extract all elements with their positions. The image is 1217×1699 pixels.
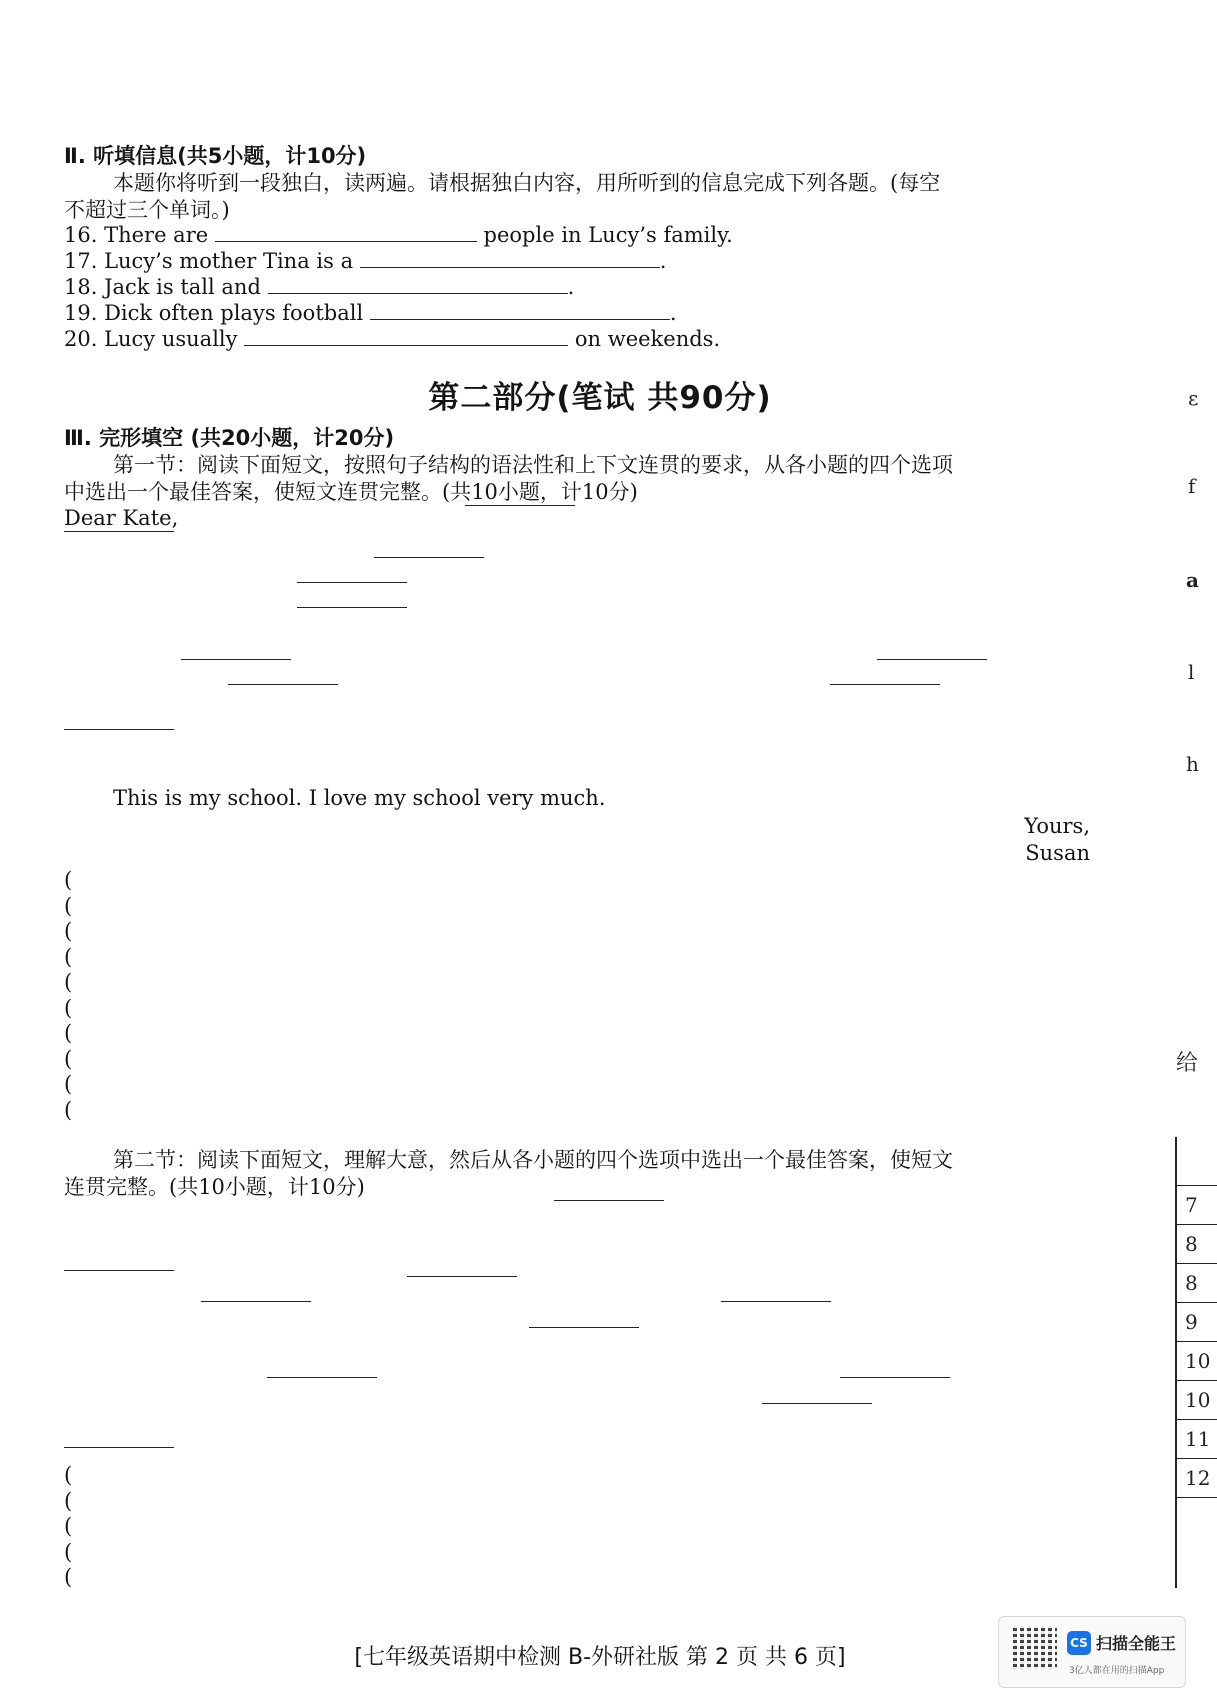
blank-34[interactable] xyxy=(201,1301,311,1302)
item-18 xyxy=(64,274,1104,301)
blank-31[interactable] xyxy=(554,1200,664,1201)
part-2-title: 第二部分(笔试 共90分) xyxy=(428,380,772,416)
question-row xyxy=(64,867,1064,894)
answer-paren[interactable]: ( xyxy=(64,995,73,1020)
answer-paren[interactable]: ( xyxy=(64,1539,73,1564)
item-text: 18. Jack is tall and xyxy=(64,275,261,299)
blank-23[interactable] xyxy=(374,557,484,558)
section-2-title: Ⅱ. 听填信息(共5小题，计10分) xyxy=(64,144,367,168)
edge-table-cell: 10 xyxy=(1177,1342,1217,1381)
edge-table xyxy=(1175,1137,1217,1588)
blank-38[interactable] xyxy=(840,1377,950,1378)
scanner-watermark xyxy=(998,1616,1186,1688)
question-row xyxy=(64,893,1064,920)
question-row xyxy=(64,1488,1064,1515)
question-row xyxy=(64,1046,1064,1073)
item-text: on weekends. xyxy=(574,327,721,351)
blank-27[interactable] xyxy=(877,659,987,660)
passage-line xyxy=(64,1327,1104,1328)
item-text: 20. Lucy usually xyxy=(64,327,238,351)
blank-29[interactable] xyxy=(830,684,940,685)
sec1-intro-line1: 第一节：阅读下面短文，按照句子结构的语法性和上下文连贯的要求，从各小题的四个选项 xyxy=(113,453,953,477)
edge-table-cell: 11 xyxy=(1177,1420,1217,1459)
question-row xyxy=(64,1564,1064,1591)
item-text: 16. There are xyxy=(64,223,209,247)
passage-line xyxy=(64,659,1104,660)
passage-line xyxy=(64,557,1104,558)
question-row xyxy=(64,1513,1064,1540)
blank-21[interactable] xyxy=(465,505,575,506)
item-20 xyxy=(64,326,1104,353)
question-row xyxy=(64,1539,1064,1566)
question-row xyxy=(64,944,1064,971)
qr-code-icon xyxy=(1013,1626,1057,1670)
section-3-title: Ⅲ. 完形填空 (共20小题，计20分) xyxy=(64,426,395,450)
section-2-intro-line1: 本题你将听到一段独白，读两遍。请根据独白内容，用所听到的信息完成下列各题。(每空 xyxy=(113,171,941,195)
sec2-intro-line1: 第二节：阅读下面短文，理解大意，然后从各小题的四个选项中选出一个最佳答案，使短文 xyxy=(113,1148,953,1172)
letter-yours: Yours, xyxy=(1024,814,1090,838)
blank-30[interactable] xyxy=(64,729,174,730)
answer-paren[interactable]: ( xyxy=(64,1565,73,1589)
passage-line xyxy=(64,1301,1104,1302)
passage-line xyxy=(64,710,1104,737)
answer-blank[interactable] xyxy=(268,293,568,294)
sec1-intro-line2: 中选出一个最佳答案，使短文连贯完整。(共10小题，计10分) xyxy=(64,480,638,504)
passage-line xyxy=(64,1251,1104,1278)
blank-37[interactable] xyxy=(267,1377,377,1378)
scanner-tagline: 3亿人都在用的扫描App xyxy=(1069,1666,1165,1676)
question-row xyxy=(64,1097,1064,1124)
passage-line xyxy=(113,1276,1104,1277)
blank-40[interactable] xyxy=(64,1447,174,1448)
edge-table-cell: 8 xyxy=(1177,1225,1217,1264)
answer-paren[interactable]: ( xyxy=(64,893,73,918)
passage-line xyxy=(113,1200,1104,1201)
page-footer: [七年级英语期中检测 B-外研社版 第 2 页 共 6 页] xyxy=(354,1645,846,1670)
edge-letter: f xyxy=(1188,474,1196,498)
answer-paren[interactable]: ( xyxy=(64,1046,73,1071)
answer-paren[interactable]: ( xyxy=(64,1514,73,1538)
passage-line xyxy=(64,582,1104,583)
answer-blank[interactable] xyxy=(215,241,477,242)
letter-signer: Susan xyxy=(1025,841,1090,865)
answer-blank[interactable] xyxy=(370,319,670,320)
sec2-intro-line2: 连贯完整。(共10小题，计10分) xyxy=(64,1175,365,1199)
answer-paren[interactable]: ( xyxy=(64,919,73,943)
blank-26[interactable] xyxy=(181,659,291,660)
item-text: . xyxy=(659,249,667,273)
answer-paren[interactable]: ( xyxy=(64,1072,73,1096)
question-row xyxy=(64,995,1064,1022)
edge-table-cell: 10 xyxy=(1177,1381,1217,1420)
answer-paren[interactable]: ( xyxy=(64,868,73,892)
item-text: 19. Dick often plays football xyxy=(64,301,364,325)
question-row xyxy=(64,918,1064,945)
passage-line xyxy=(64,531,1104,532)
passage-line xyxy=(64,1428,1104,1455)
answer-paren[interactable]: ( xyxy=(64,970,73,994)
item-text: . xyxy=(567,275,575,299)
edge-letter: h xyxy=(1186,752,1199,776)
scanner-name: 扫描全能王 xyxy=(1096,1634,1177,1653)
question-row xyxy=(64,969,1064,996)
item-text: 17. Lucy’s mother Tina is a xyxy=(64,249,354,273)
item-text: people in Lucy’s family. xyxy=(483,223,733,247)
edge-letter: a xyxy=(1186,568,1199,592)
answer-paren[interactable]: ( xyxy=(64,1463,73,1487)
answer-blank[interactable] xyxy=(244,345,568,346)
blank-35[interactable] xyxy=(721,1301,831,1302)
blank-28[interactable] xyxy=(228,684,338,685)
answer-blank[interactable] xyxy=(360,267,660,268)
passage-line xyxy=(64,1403,1104,1404)
passage-line xyxy=(64,607,1104,608)
passage-line xyxy=(64,684,1104,685)
letter-greeting: Dear Kate, xyxy=(64,506,179,530)
edge-letter: ε xyxy=(1188,386,1199,410)
section-2-intro-line2: 不超过三个单词。) xyxy=(64,198,230,222)
blank-22[interactable] xyxy=(64,531,174,532)
blank-24[interactable] xyxy=(297,582,407,583)
question-row xyxy=(64,1020,1064,1047)
blank-36[interactable] xyxy=(529,1327,639,1328)
item-19 xyxy=(64,300,1104,327)
answer-paren[interactable]: ( xyxy=(64,1488,73,1513)
passage-line xyxy=(113,505,1104,506)
blank-33[interactable] xyxy=(407,1276,517,1277)
edge-letter: 给 xyxy=(1176,1051,1199,1076)
item-16 xyxy=(64,222,1104,249)
letter-closing: This is my school. I love my school very much. xyxy=(113,786,606,810)
edge-letter: l xyxy=(1188,660,1195,684)
edge-table-cell: 9 xyxy=(1177,1303,1217,1342)
blank-39[interactable] xyxy=(762,1403,872,1404)
edge-table-cell: 8 xyxy=(1177,1264,1217,1303)
edge-table-cell: 12 xyxy=(1177,1459,1217,1498)
answer-paren[interactable]: ( xyxy=(64,944,73,969)
item-text: . xyxy=(669,301,677,325)
blank-25[interactable] xyxy=(297,607,407,608)
answer-paren[interactable]: ( xyxy=(64,1021,73,1045)
camscanner-logo-icon: CS xyxy=(1067,1631,1091,1655)
edge-table-cell: 7 xyxy=(1177,1186,1217,1225)
blank-32[interactable] xyxy=(64,1270,174,1271)
edge-table-cell xyxy=(1177,1137,1217,1186)
edge-table-cell xyxy=(1177,1498,1217,1588)
question-row xyxy=(64,1071,1064,1098)
passage-line xyxy=(113,1377,1104,1378)
question-row xyxy=(64,1462,1064,1489)
answer-paren[interactable]: ( xyxy=(64,1097,73,1122)
item-17 xyxy=(64,248,1104,275)
